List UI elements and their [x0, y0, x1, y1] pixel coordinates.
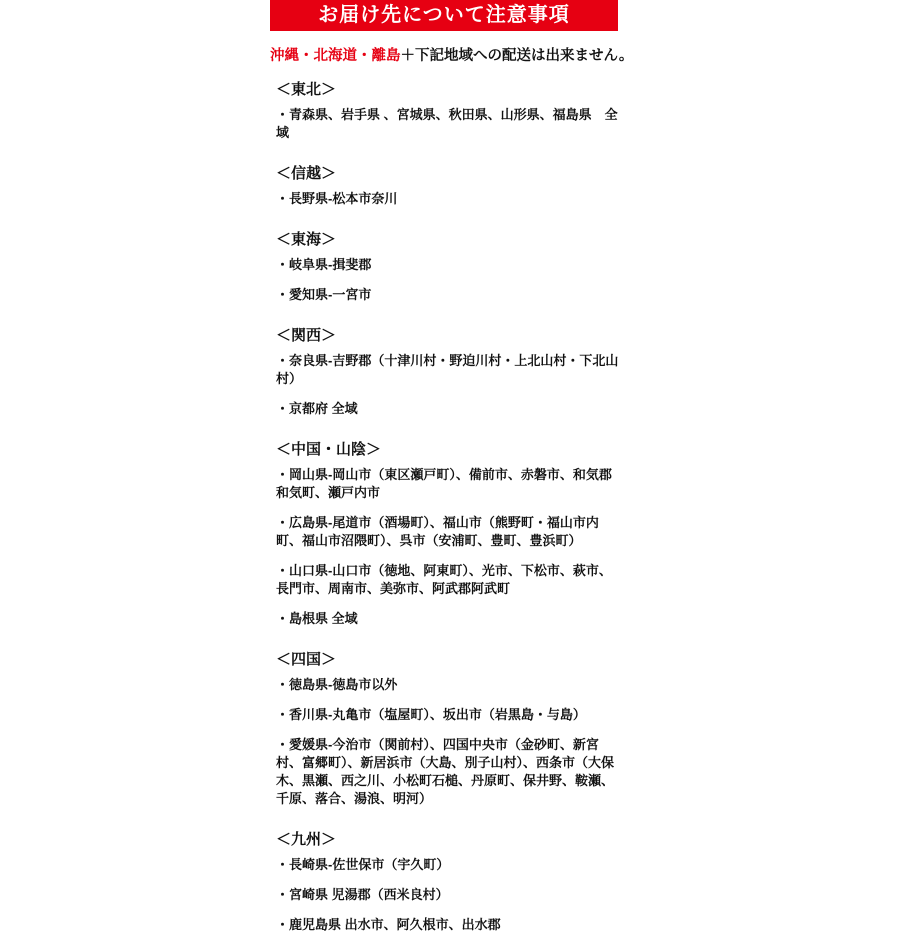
region-item: ・岡山県-岡山市（東区瀬戸町）、備前市、赤磐市、和気郡和気町、瀬戸内市: [276, 467, 612, 500]
delivery-warning-rest: ＋下記地域への配送は出来ません。: [400, 48, 634, 64]
region-item: ・島根県 全域: [276, 611, 358, 626]
region-heading: ＜信越＞: [276, 165, 337, 182]
region-heading: ＜四国＞: [276, 651, 337, 668]
region-heading: ＜九州＞: [276, 831, 337, 848]
region-heading: ＜中国・山陰＞: [276, 441, 382, 458]
region-item: ・鹿児島県 出水市、阿久根市、出水郡: [276, 917, 501, 932]
notice-banner-title: お届け先について注意事項: [318, 4, 570, 26]
region-section: [276, 830, 623, 934]
region-sections: [276, 66, 623, 934]
notice-banner: [270, 0, 618, 31]
region-item: ・長崎県-佐世保市（宇久町）: [276, 857, 450, 872]
region-section: [276, 230, 623, 304]
region-item: ・広島県-尾道市（酒場町）、福山市（熊野町・福山市内町、福山市沼隈町）、呉市（安浦町、豊町、豊浜町）: [276, 515, 599, 548]
region-section: [276, 80, 623, 142]
region-heading: ＜東北＞: [276, 81, 337, 98]
region-section: [276, 326, 623, 418]
region-item: ・徳島県-徳島市以外: [276, 677, 398, 692]
region-item: ・長野県-松本市奈川: [276, 191, 398, 206]
region-item: ・奈良県-吉野郡（十津川村・野迫川村・上北山村・下北山村）: [276, 353, 619, 386]
region-item: ・愛知県-一宮市: [276, 287, 372, 302]
region-item: ・京都府 全域: [276, 401, 358, 416]
region-section: [276, 164, 623, 208]
region-item: ・愛媛県-今治市（関前村）、四国中央市（金砂町、新宮村、富郷町）、新居浜市（大島、別子山村）、西条市（大保木、黒瀬、西之川、小松町石槌、丹原町、保井野、鞍瀬、千原、落合、湯浪、明河）: [276, 737, 615, 806]
region-heading: ＜東海＞: [276, 231, 337, 248]
region-item: ・岐阜県-揖斐郡: [276, 257, 372, 272]
region-item: ・宮崎県 児湯郡（西米良村）: [276, 887, 449, 902]
delivery-warning-highlight: 沖縄・北海道・離島: [270, 48, 401, 64]
region-section: [276, 650, 623, 808]
region-item: ・青森県、岩手県 、宮城県、秋田県、山形県、福島県 全域: [276, 107, 618, 140]
region-section: [276, 440, 623, 628]
region-heading: ＜関西＞: [276, 327, 337, 344]
region-item: ・香川県-丸亀市（塩屋町）、坂出市（岩黒島・与島）: [276, 707, 586, 722]
delivery-warning-line: [270, 46, 634, 66]
region-item: ・山口県-山口市（徳地、阿東町）、光市、下松市、萩市、長門市、周南市、美弥市、阿武郡阿武町: [276, 563, 612, 596]
